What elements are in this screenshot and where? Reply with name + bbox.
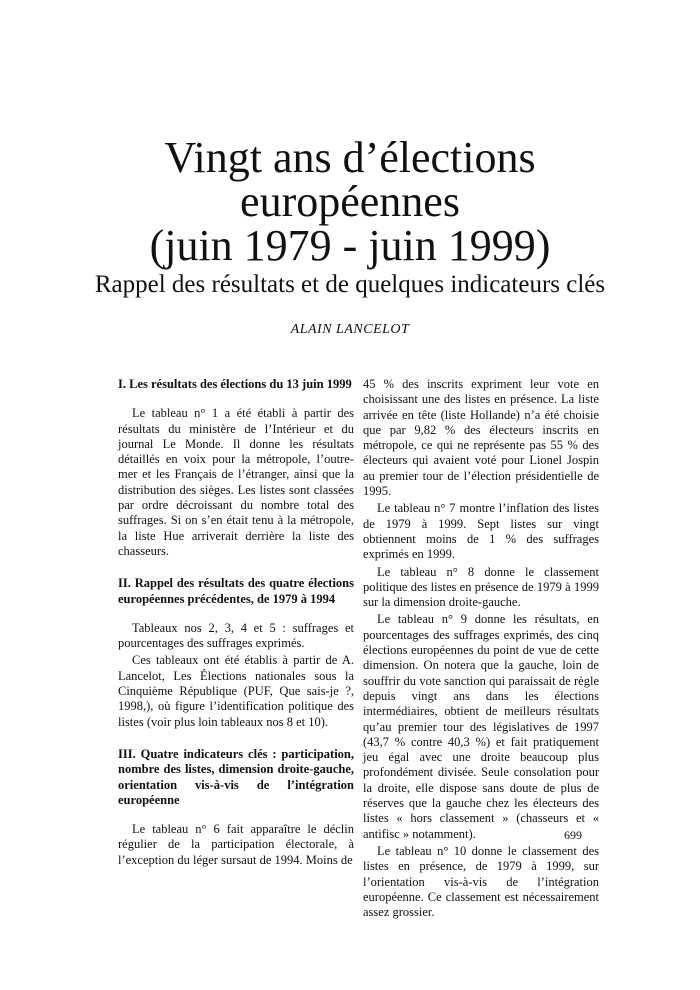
article-subtitle: Rappel des résultats et de quelques indicateurs clés: [94, 271, 606, 298]
right-paragraph-5: Le tableau n° 10 donne le classement des listes en présence, de 1979 à 1999, sur l’orientation vis-à-vis de l’intégration européenne. Ce classement est nécessairement assez grossier.: [363, 843, 599, 920]
title-line-3: (juin 1979 - juin 1999): [149, 221, 551, 270]
section-3-paragraph-1: Le tableau n° 6 fait apparaître le déclin régulier de la participation électorale, à l’exception du léger sursaut de 1994. Moins de: [118, 822, 354, 867]
page-number: 699: [564, 828, 582, 842]
right-paragraph-4: Le tableau n° 9 donne les résultats, en pourcentages des suffrages exprimés, des cinq élections européennes du point de vue de cette dimension. On notera que la gauche, loin de souffrir du vote sanction qui paraissait de règle depuis vingt ans dans les élections intermédiaires, obtient de meilleurs résultats qu’au premier tour des législatives de 1997 (43,7 % contre 40,3 %) et fait pratiquement jeu égal avec une droite beaucoup plus profondément divisée. Seule consolation pour la droite, elle dispose sans doute de plus de réserves que la gauche chez les électeurs des listes « hors classement » (chasseurs et « antifisc » notamment).: [363, 612, 599, 841]
section-3-heading: III. Quatre indicateurs clés : participation, nombre des listes, dimension droite-gauche, orientation vis-à-vis de l’intégration européenne: [118, 746, 354, 807]
section-1-paragraph-1: Le tableau n° 1 a été établi à partir des résultats du ministère de l’Intérieur et du journal Le Monde. Il donne les résultats détaillés en voix pour la métropole, l’outre-mer et les Français de l’étranger, ainsi que la distribution des sièges. Les listes sont classées par ordre décroissant du nombre total des suffrages. Si on s’en était tenu à la métropole, la liste Hue arriverait derrière la liste des chasseurs.: [118, 406, 354, 558]
right-paragraph-2: Le tableau n° 7 montre l’inflation des listes de 1979 à 1999. Sept listes sur vingt obtiennent moins de 1 % des suffrages exprimés en 1999.: [363, 501, 599, 562]
left-column: [118, 377, 354, 868]
title-line-2: européennes: [240, 177, 460, 226]
article-title: [0, 133, 700, 270]
section-2-heading: II. Rappel des résultats des quatre élections européennes précédentes, de 1979 à 1994: [118, 576, 354, 606]
title-line-1: Vingt ans d’élections: [164, 133, 536, 182]
section-1-heading: I. Les résultats des élections du 13 juin 1999: [118, 377, 352, 391]
right-paragraph-1: 45 % des inscrits expriment leur vote en choisissant une des listes en présence. La liste arrivée en tête (liste Hollande) n’a été choisie que par 9,82 % des électeurs inscrits en métropole, ce qui ne représente pas 55 % des électeurs qui avaient voté pour Lionel Jospin au premier tour de l’élection présidentielle de 1995.: [363, 377, 599, 499]
section-2-paragraph-2: Ces tableaux ont été établis à partir de A. Lancelot, Les Élections nationales sous la Cinquième République (PUF, Que sais-je ?, 1998,), où figure l’identification politique des listes (voir plus loin tableaux nos 8 et 10).: [118, 653, 354, 729]
section-2-paragraph-1: Tableaux nos 2, 3, 4 et 5 : suffrages et pourcentages des suffrages exprimés.: [118, 620, 354, 651]
right-paragraph-3: Le tableau n° 8 donne le classement politique des listes en présence de 1979 à 1999 sur la dimension droite-gauche.: [363, 564, 599, 610]
author-name: ALAIN LANCELOT: [290, 322, 410, 337]
